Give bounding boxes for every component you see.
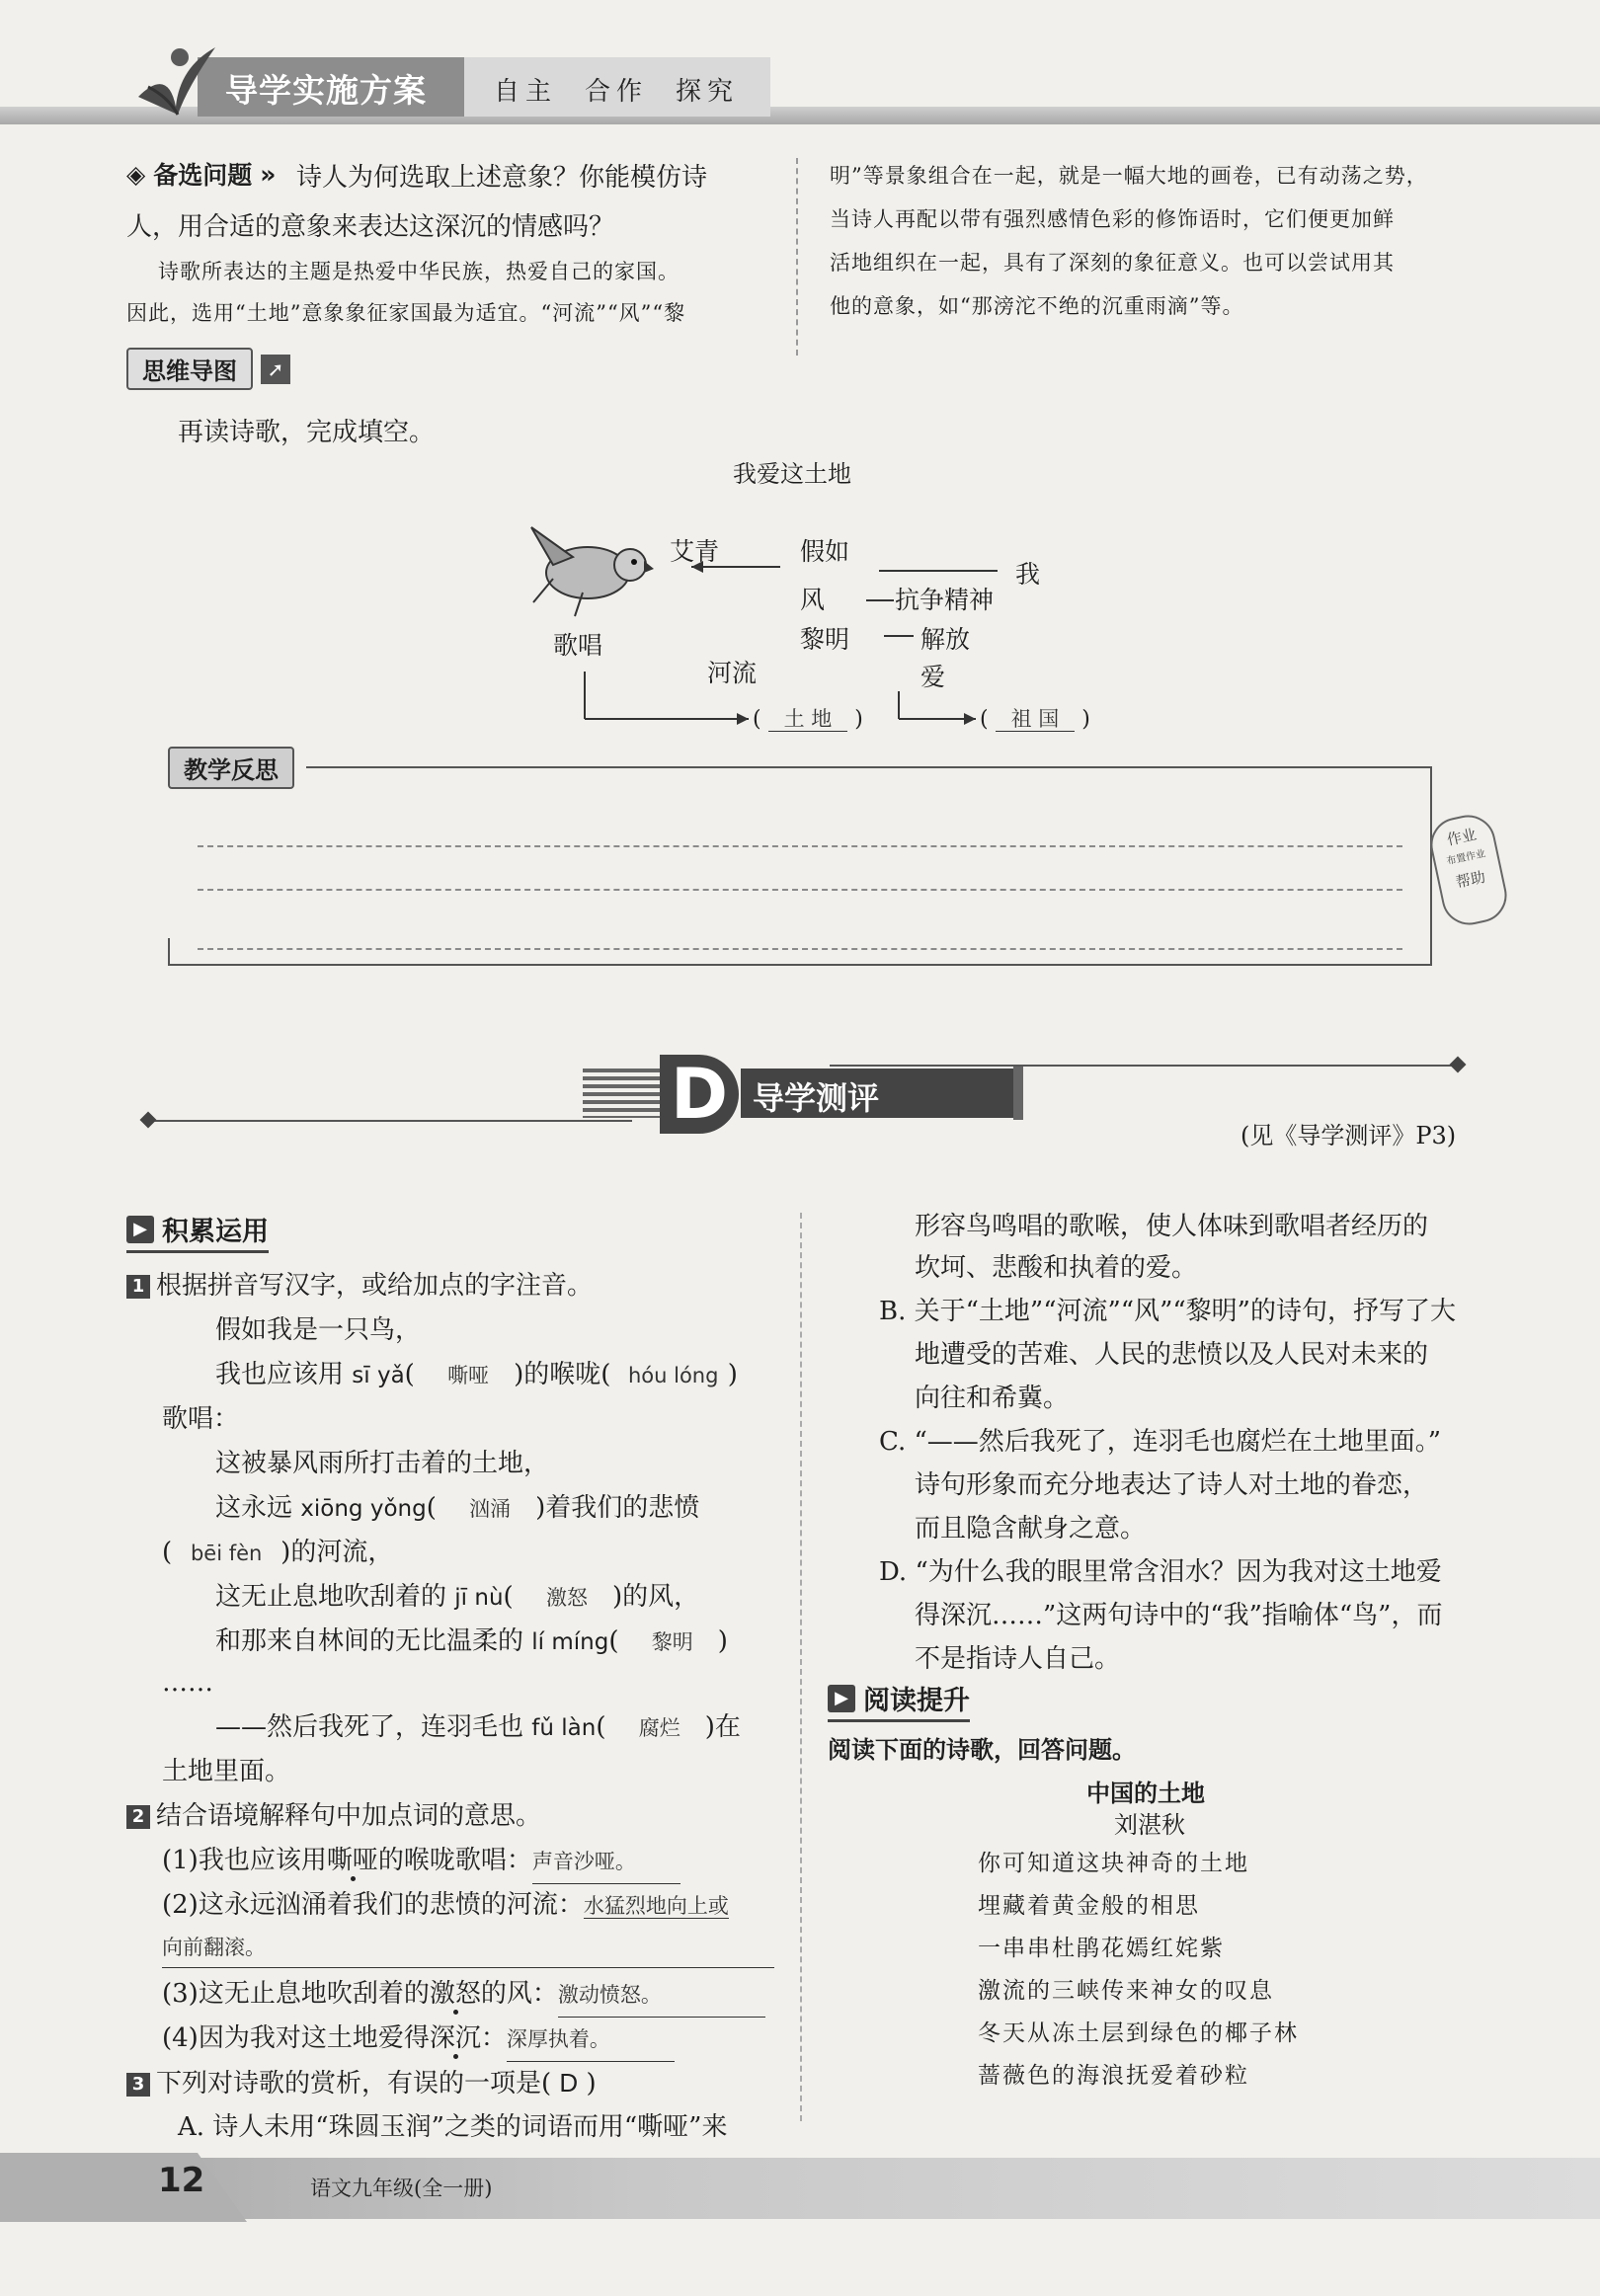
- mindmap-he-liu: 河流: [707, 659, 758, 687]
- tag-label: 教学反思: [168, 747, 294, 789]
- answer: 向前翻滚。: [162, 1928, 774, 1968]
- diamond-icon: ◈: [126, 159, 146, 189]
- option-c-line: 而且隐含献身之意。: [915, 1514, 1147, 1544]
- poem-text: 这永远: [215, 1493, 293, 1523]
- answer: 声音沙哑。: [532, 1840, 680, 1884]
- q1-text: 根据拼音写汉字，或给加点的字注音。: [156, 1271, 594, 1301]
- reading-poem-line: 你可知道这块神奇的土地: [978, 1851, 1249, 1876]
- header-subtitle: [494, 71, 766, 108]
- answer: 激动愤怒。: [558, 1973, 765, 2018]
- answer: 黎明: [651, 1630, 693, 1654]
- reflection-rule-right: [1430, 766, 1432, 964]
- reflection-rule-bottom: [168, 964, 1432, 966]
- pinyin: lí míng: [531, 1629, 609, 1655]
- q2-text: 的喉咙歌唱：: [377, 1846, 532, 1875]
- poem-text: 我也应该用: [215, 1360, 345, 1389]
- backup-question-line2: 人，用合适的意象来表达这深沉的情感吗？: [126, 212, 615, 242]
- backup-answer-line: 当诗人再配以带有强烈感情色彩的修饰语时，它们便更加鲜: [830, 207, 1395, 231]
- arrow-head: [964, 713, 976, 725]
- mindmap-ge-chang: 歌唱: [553, 631, 603, 660]
- pinyin: fǔ làn: [531, 1715, 597, 1741]
- poem-line: ……: [162, 1668, 213, 1698]
- option-b-line: 向往和希冀。: [915, 1384, 1070, 1413]
- reflection-rule: [306, 766, 1432, 768]
- option-a-line: 坎坷、悲酸和执着的爱。: [915, 1253, 1198, 1283]
- answer: 腐烂: [638, 1716, 680, 1740]
- mindmap-jia-ru: 假如: [800, 537, 850, 566]
- poem-line: 这被暴风雨所打击着的土地，: [215, 1449, 550, 1478]
- poem-text: 的风，: [622, 1582, 700, 1612]
- pinyin: xiōng yǒng: [300, 1496, 427, 1522]
- dotted-word: [549, 1360, 600, 1389]
- backup-answer-line: 诗歌所表达的主题是热爱中华民族，热爱自己的家国。: [158, 260, 680, 283]
- poem-text: 的河流，: [290, 1538, 394, 1567]
- mindmap-feng-meaning: 抗争精神: [895, 586, 995, 614]
- page-number: 12: [158, 2161, 205, 2200]
- poem-dotted-text: 喉咙: [549, 1360, 601, 1389]
- poem-text: ——然后我死了，连羽毛也: [215, 1712, 524, 1742]
- stamp-line: 布置作业: [1445, 848, 1487, 868]
- q2-item: [162, 1972, 765, 2018]
- mindmap-ai-qing: 艾青: [670, 537, 720, 566]
- dotted-word: 嘶哑: [326, 1846, 378, 1875]
- poem-line: 假如我是一只鸟，: [215, 1315, 422, 1345]
- question-number: 1: [126, 1275, 150, 1299]
- answer: 嘶哑: [447, 1364, 490, 1387]
- reading-tag: [828, 1679, 970, 1722]
- poem-line: 这永远 xiōng yǒng( 汹涌 )着我们的悲愤: [215, 1486, 699, 1531]
- mindmap-title: 我爱这土地: [733, 460, 851, 488]
- mindmap-ai: 爱: [920, 663, 946, 691]
- backup-question-line1: 诗人为何选取上述意象？你能模仿诗: [296, 163, 708, 193]
- tag-label: 备选问题: [153, 161, 253, 190]
- poem-line: 歌唱：: [162, 1404, 240, 1434]
- option-c-line: C. “——然后我死了，连羽毛也腐烂在土地里面。”: [879, 1427, 1442, 1457]
- accumulate-tag: [126, 1210, 269, 1253]
- backup-question-tag: [126, 156, 276, 192]
- q2-text: (3)这无止息地吹刮着的: [162, 1979, 430, 2009]
- section-rule-left: [148, 1120, 632, 1122]
- poem-line: 这无止息地吹刮着的 jī nù( 激怒 )的风，: [215, 1575, 699, 1620]
- diamond-icon: [1450, 1057, 1467, 1073]
- backup-answer-line: 他的意象，如“那滂沱不绝的沉重雨滴”等。: [830, 294, 1244, 318]
- tag-label: 积累运用: [162, 1217, 269, 1247]
- reading-poem-line: 激流的三峡传来神女的叹息: [978, 1978, 1274, 2004]
- chevron-right-icon: »: [260, 159, 277, 189]
- backup-answer-line: 活地组织在一起，具有了深刻的象征意义。也可以尝试用其: [830, 251, 1395, 275]
- reflection-dotted-line: [198, 889, 1402, 891]
- answer: D: [559, 2068, 579, 2098]
- mindmap-answer-1: 土 地: [768, 707, 848, 732]
- answer: 汹涌: [469, 1497, 512, 1521]
- column-divider: [796, 158, 798, 356]
- backup-answer-right: [830, 154, 1481, 328]
- option-b-line: B. 关于“土地”“河流”“风”“黎明”的诗句，抒写了大: [879, 1297, 1456, 1326]
- poem-line: ——然后我死了，连羽毛也 fǔ làn( 腐烂 )在: [215, 1705, 741, 1750]
- header-sub-item: 合作: [585, 77, 649, 107]
- q3: [126, 2061, 597, 2105]
- mindmap-tag: [126, 348, 290, 390]
- dotted-word: 激怒: [429, 1979, 481, 2009]
- q3-text: ): [586, 2069, 597, 2098]
- poem-dotted-text: 悲愤: [648, 1493, 700, 1523]
- section-stripes: [583, 1069, 662, 1118]
- question-number: 2: [126, 1805, 150, 1829]
- reading-poem-line: 蔷薇色的海浪抚爱着砂粒: [978, 2063, 1249, 2089]
- stamp-line: 帮助: [1454, 867, 1487, 892]
- reflection-rule-left: [168, 938, 170, 964]
- option-a-line: 形容鸟鸣唱的歌喉，使人体味到歌唱者经历的: [915, 1212, 1429, 1241]
- mindmap-blank-2: ( 祖 国 ): [980, 707, 1090, 732]
- section-title-edge: [1013, 1067, 1023, 1120]
- poem-line: 和那来自林间的无比温柔的 lí míng( 黎明 ): [215, 1620, 728, 1664]
- q2-text: (1)我也应该用: [162, 1846, 327, 1875]
- reflection-tag: [168, 747, 294, 789]
- reading-instruction: 阅读下面的诗歌，回答问题。: [828, 1736, 1136, 1764]
- reflection-dotted-line: [198, 845, 1402, 847]
- mindmap-li-ming: 黎明: [800, 625, 850, 654]
- q2-text: ：: [480, 2023, 507, 2053]
- q2-item: [162, 1839, 680, 1884]
- dotted-word: 深沉: [429, 2023, 481, 2053]
- poem-text: 的: [523, 1360, 550, 1389]
- answer: 激怒: [545, 1586, 588, 1610]
- option-d-line: 得深沉……”这两句诗中的“我”指喻体“鸟”，而: [915, 1601, 1443, 1630]
- reading-poem-body: [978, 1843, 1299, 2098]
- question-number: 3: [126, 2073, 150, 2097]
- dotted-word: 汹涌: [275, 1890, 327, 1920]
- poem-text: 这无止息地吹刮着的: [215, 1582, 447, 1612]
- reading-poem-line: 冬天从冻土层到绿色的椰子林: [978, 2020, 1299, 2046]
- section-title: 导学测评: [753, 1079, 880, 1117]
- q2-text: 的风：: [480, 1979, 558, 2009]
- q2-text: (2)这永远: [162, 1890, 276, 1920]
- sprout-logo-icon: [128, 28, 223, 122]
- tag-label: 阅读提升: [863, 1686, 970, 1716]
- tag-label: 思维导图: [126, 348, 253, 390]
- backup-answer-line: 因此，选用“土地”意象象征家国最为适宜。“河流”“风”“黎: [126, 301, 686, 325]
- pinyin: jī nù: [454, 1585, 504, 1611]
- arrow-icon: ➚: [261, 355, 290, 384]
- mindmap-answer-2: 祖 国: [996, 707, 1076, 732]
- arrow-right-icon: ▶: [126, 1216, 154, 1243]
- section-letter: D: [660, 1055, 739, 1134]
- option-a-line: A. 诗人未用“珠圆玉润”之类的词语而用“嘶哑”来: [178, 2112, 728, 2142]
- poem-text: 在: [714, 1712, 741, 1742]
- mindmap-blank-1: ( 土 地 ): [753, 707, 863, 732]
- stamp-line: 作业: [1445, 825, 1479, 849]
- answer: hóu lóng: [627, 1364, 719, 1387]
- q2-item: [162, 1883, 729, 1928]
- section-rule-right: [830, 1065, 1462, 1067]
- arrow-right-icon: ▶: [828, 1685, 855, 1712]
- reading-poem-line: 一串串杜鹃花嫣红姹紫: [978, 1936, 1225, 1961]
- footer-bar: [0, 2158, 1600, 2219]
- answer: 深厚执着。: [507, 2018, 675, 2062]
- option-d-line: D. “为什么我的眼里常含泪水？因为我对这土地爱: [879, 1557, 1442, 1587]
- q2-item-cont: [162, 1928, 774, 1968]
- arrow-head: [737, 713, 749, 725]
- footer-book: 语文九年级(全一册): [310, 2177, 493, 2200]
- homework-stamp: [1425, 810, 1511, 929]
- answer: bēi fèn: [190, 1542, 263, 1565]
- option-b-line: 地遭受的苦难、人民的悲愤以及人民对未来的: [915, 1340, 1429, 1370]
- poem-line: 土地里面。: [162, 1757, 291, 1786]
- mindmap-instruction: 再读诗歌，完成填空。: [178, 418, 436, 447]
- poem-text: 和那来自林间的无比温柔的: [215, 1626, 524, 1656]
- backup-answer-line: 明”等景象组合在一起，就是一幅大地的画卷，已有动荡之势，: [830, 164, 1428, 188]
- reading-poem-author: 刘湛秋: [1114, 1811, 1185, 1839]
- diamond-icon: [140, 1112, 157, 1129]
- reading-poem-title: 中国的土地: [1086, 1780, 1205, 1807]
- reflection-dotted-line: [198, 948, 1402, 950]
- answer: 水猛烈地向上或: [583, 1894, 729, 1918]
- reading-poem-line: 埋藏着黄金般的相思: [978, 1893, 1200, 1919]
- q2-text: 着我们的悲愤的河流：: [326, 1890, 584, 1920]
- q2: [126, 1794, 541, 1838]
- pinyin: sī yǎ: [352, 1363, 405, 1388]
- bird-icon: [531, 527, 654, 616]
- option-d-line: 不是指诗人自己。: [915, 1644, 1121, 1674]
- mindmap-li-ming-meaning: 解放: [920, 625, 971, 654]
- header-sub-item: 探究: [676, 77, 740, 107]
- header-sub-item: 自主: [494, 77, 558, 107]
- q3-text: 下列对诗歌的赏析，有误的一项是(: [156, 2069, 552, 2098]
- mindmap-feng: 风: [800, 586, 826, 614]
- section-ref: (见《导学测评》P3): [1240, 1122, 1457, 1149]
- poem-text: 着我们的: [545, 1493, 649, 1523]
- q1: [126, 1264, 593, 1307]
- poem-line: 我也应该用 sī yǎ( 嘶哑 )的喉咙( hóu lóng ): [215, 1353, 738, 1397]
- q2-item: [162, 2017, 675, 2062]
- option-c-line: 诗句形象而充分地表达了诗人对土地的眷恋，: [915, 1470, 1429, 1500]
- backup-answer-left: [126, 251, 780, 334]
- mindmap-wo: 我: [1015, 560, 1041, 589]
- header-title: 导学实施方案: [225, 71, 427, 110]
- poem-line: ( bēi fèn )的河流，: [162, 1531, 393, 1575]
- q2-text: (4)因为我对这土地爱得: [162, 2023, 430, 2053]
- q2-text: 结合语境解释句中加点词的意思。: [156, 1801, 542, 1831]
- column-divider: [800, 1213, 802, 2121]
